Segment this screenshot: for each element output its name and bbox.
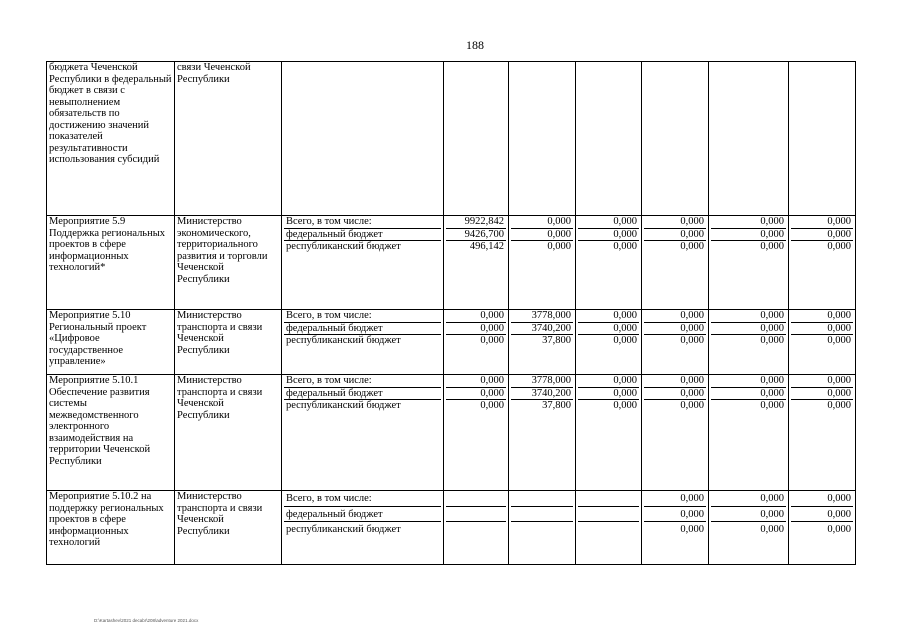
amount-value: 0,000 [791, 507, 853, 523]
measure-name-cell: Мероприятие 5.10.1 Обеспечение развития системы межведомственного электронного взаимодействия на территории Чеченской Республики [47, 375, 175, 491]
amount-cell [789, 62, 856, 216]
amount-value: 0,000 [644, 323, 706, 336]
amount-value [578, 507, 639, 523]
table-row [47, 310, 856, 375]
amount-value: 37,800 [542, 335, 571, 346]
measure-name-cell: бюджета Чеченской Республики в федеральный бюджет в связи с невыполнением обязательств по достижению значений показателей результативности использования субсидий [47, 62, 175, 216]
amount-cell [509, 216, 576, 310]
funding-source-cell [282, 375, 444, 491]
amount-value: 0,000 [711, 216, 786, 229]
table-row [47, 62, 856, 216]
amount-value: 0,000 [578, 310, 639, 323]
executor-cell: связи Чеченской Республики [175, 62, 282, 216]
amount-cell [709, 375, 789, 491]
amount-value [578, 491, 639, 507]
amount-value: 0,000 [644, 216, 706, 229]
amount-cell [509, 62, 576, 216]
funding-source-cell [282, 491, 444, 565]
amount-cell [642, 62, 709, 216]
funding-source-label: республиканский бюджет [286, 241, 401, 252]
amount-value: 0,000 [827, 524, 851, 535]
amount-value [446, 507, 506, 523]
amount-value: 0,000 [791, 323, 853, 336]
amount-value: 0,000 [791, 310, 853, 323]
amount-cell [576, 310, 642, 375]
amount-cell [789, 310, 856, 375]
measure-name-cell: Мероприятие 5.10 Региональный проект «Цифровое государственное управление» [47, 310, 175, 375]
amount-value: 9426,700 [446, 229, 506, 242]
amount-value: 0,000 [613, 400, 637, 411]
amount-value: 0,000 [613, 241, 637, 252]
amount-value: 0,000 [644, 507, 706, 523]
funding-source-cell [282, 310, 444, 375]
funding-source-label: республиканский бюджет [286, 400, 401, 411]
amount-cell [789, 216, 856, 310]
amount-value: 0,000 [644, 388, 706, 401]
amount-value: 0,000 [446, 310, 506, 323]
amount-value: 0,000 [711, 229, 786, 242]
amount-cell [642, 216, 709, 310]
amount-value: 0,000 [578, 388, 639, 401]
funding-source-label: республиканский бюджет [286, 524, 401, 535]
amount-value: 0,000 [644, 491, 706, 507]
funding-source-label: республиканский бюджет [286, 335, 401, 346]
executor-cell: Министерство транспорта и связи Чеченской Республики [175, 375, 282, 491]
amount-cell [509, 491, 576, 565]
table-row [47, 216, 856, 310]
amount-cell [444, 216, 509, 310]
amount-value: 0,000 [711, 323, 786, 336]
amount-cell [709, 491, 789, 565]
funding-source-label: федеральный бюджет [284, 507, 441, 523]
amount-value: 0,000 [791, 229, 853, 242]
amount-cell [576, 216, 642, 310]
table-row [47, 491, 856, 565]
amount-value: 0,000 [711, 491, 786, 507]
amount-cell [789, 491, 856, 565]
amount-value: 0,000 [791, 491, 853, 507]
amount-value: 0,000 [711, 507, 786, 523]
amount-cell [576, 491, 642, 565]
amount-cell [709, 62, 789, 216]
amount-value: 0,000 [791, 375, 853, 388]
amount-value: 37,800 [542, 400, 571, 411]
amount-cell [576, 62, 642, 216]
table-row [47, 375, 856, 491]
page-number: 188 [466, 38, 484, 52]
funding-source-label: Всего, в том числе: [284, 375, 441, 388]
amount-value: 0,000 [760, 524, 784, 535]
amount-value: 0,000 [547, 241, 571, 252]
amount-value: 0,000 [578, 229, 639, 242]
amount-value: 0,000 [680, 241, 704, 252]
amount-value [578, 522, 639, 538]
amount-value: 9922,842 [446, 216, 506, 229]
amount-value: 0,000 [644, 375, 706, 388]
amount-cell [709, 216, 789, 310]
amount-value: 0,000 [760, 335, 784, 346]
amount-value: 0,000 [480, 335, 504, 346]
measure-name-cell: Мероприятие 5.9 Поддержка региональных проектов в сфере информационных технологий* [47, 216, 175, 310]
funding-source-label: федеральный бюджет [284, 229, 441, 242]
amount-value: 0,000 [827, 241, 851, 252]
amount-value: 0,000 [578, 323, 639, 336]
amount-value: 0,000 [791, 216, 853, 229]
amount-value [511, 522, 573, 538]
amount-value: 0,000 [827, 400, 851, 411]
amount-value [446, 491, 506, 507]
amount-cell [576, 375, 642, 491]
executor-cell: Министерство транспорта и связи Чеченской Республики [175, 310, 282, 375]
measure-name-cell: Мероприятие 5.10.2 на поддержку региональных проектов в сфере информационных технологий [47, 491, 175, 565]
amount-value: 3740,200 [511, 323, 573, 336]
amount-cell [642, 375, 709, 491]
amount-cell [444, 62, 509, 216]
amount-cell [444, 375, 509, 491]
funding-source-label: федеральный бюджет [284, 388, 441, 401]
amount-value: 0,000 [446, 388, 506, 401]
amount-value: 3740,200 [511, 388, 573, 401]
funding-source-label: Всего, в том числе: [284, 491, 441, 507]
amount-value [511, 507, 573, 523]
amount-value: 0,000 [760, 400, 784, 411]
amount-cell [642, 491, 709, 565]
amount-value [511, 491, 573, 507]
amount-value: 0,000 [446, 323, 506, 336]
amount-value: 0,000 [711, 375, 786, 388]
amount-value: 0,000 [680, 400, 704, 411]
amount-cell [509, 375, 576, 491]
amount-value [446, 522, 506, 538]
funding-source-label: федеральный бюджет [284, 323, 441, 336]
amount-value: 0,000 [680, 524, 704, 535]
amount-value: 3778,000 [511, 375, 573, 388]
amount-value: 0,000 [644, 229, 706, 242]
amount-value: 0,000 [511, 229, 573, 242]
amount-value: 496,142 [469, 241, 504, 252]
amount-value: 0,000 [578, 216, 639, 229]
funding-source-label: Всего, в том числе: [284, 310, 441, 323]
amount-value: 0,000 [511, 216, 573, 229]
amount-cell [789, 375, 856, 491]
file-path-footer: D:\Kartashev\2021 decabr\208\adventure 2021.docx [94, 618, 199, 623]
amount-cell [509, 310, 576, 375]
budget-table [46, 61, 856, 565]
amount-value: 0,000 [578, 375, 639, 388]
funding-source-cell [282, 62, 444, 216]
executor-cell: Министерство транспорта и связи Чеченской Республики [175, 491, 282, 565]
amount-value: 0,000 [613, 335, 637, 346]
amount-value: 0,000 [480, 400, 504, 411]
amount-value: 3778,000 [511, 310, 573, 323]
amount-value: 0,000 [644, 310, 706, 323]
amount-cell [444, 491, 509, 565]
amount-value: 0,000 [827, 335, 851, 346]
amount-cell [709, 310, 789, 375]
funding-source-cell [282, 216, 444, 310]
amount-value: 0,000 [680, 335, 704, 346]
amount-value: 0,000 [760, 241, 784, 252]
funding-source-label: Всего, в том числе: [284, 216, 441, 229]
amount-value: 0,000 [446, 375, 506, 388]
amount-value: 0,000 [711, 310, 786, 323]
amount-cell [642, 310, 709, 375]
amount-value: 0,000 [791, 388, 853, 401]
amount-value: 0,000 [711, 388, 786, 401]
executor-cell: Министерство экономического, территориального развития и торговли Чеченской Республики [175, 216, 282, 310]
amount-cell [444, 310, 509, 375]
